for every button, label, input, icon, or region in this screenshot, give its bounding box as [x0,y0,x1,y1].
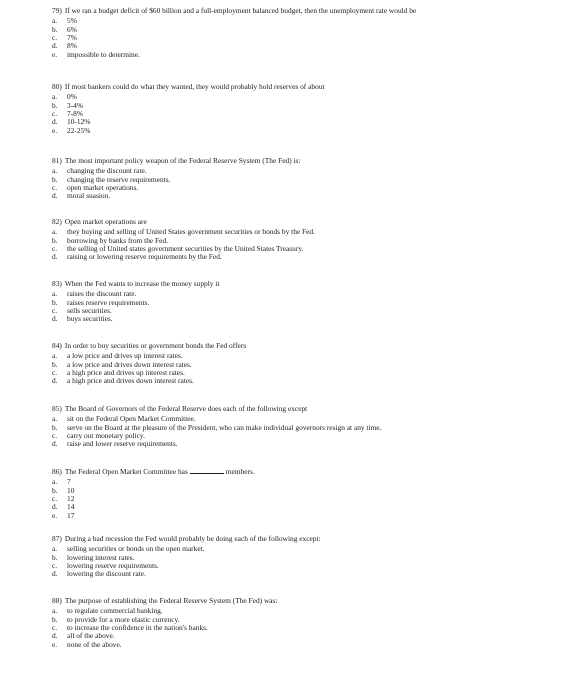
choice-text: serve on the Board at the pleasure of the President, who can make individual governors resign at any time. [67,422,382,432]
choice-letter: a. [52,289,58,299]
choice-text: to increase the confidence in the nation's banks. [67,622,208,632]
choice-letter: b. [52,297,58,307]
question-text-after-blank: members. [225,467,255,476]
question-text: If we ran a budget deficit of $60 billion and a full-employment balanced budget, then the unemployment rate would be [64,6,417,15]
choice-text: to regulate commercial banking. [67,606,163,616]
choice-text: to provide for a more elastic currency. [67,614,180,624]
choice-text: 17 [67,510,75,520]
choice-text: 12 [67,493,75,503]
choice-text: a high price and drives up interest rates. [67,367,185,377]
choice-text: a high price and drives down interest rates. [67,376,194,386]
choice-letter: a. [52,166,58,176]
question-text: When the Fed wants to increase the money supply it [64,279,220,288]
choice-text: 10 [67,485,75,495]
choice-letter: b. [52,100,58,110]
choice-letter: d. [52,252,58,262]
question-87 [52,535,572,579]
choice-letter: a. [52,544,58,554]
question-text: In order to buy securities or government bonds the Fed offers [64,341,247,350]
question-80 [52,83,572,135]
answer-choice[interactable] [52,478,572,486]
answer-choice[interactable] [52,632,572,640]
choice-letter: c. [52,32,58,42]
choice-text: carry out monetary policy. [67,430,145,440]
choice-letter: b. [52,614,58,624]
choice-text: 3-4% [67,100,84,110]
question-83 [52,280,572,324]
question-number: 88) [52,596,62,605]
choice-text: raising or lowering reserve requirements by the Fed. [67,252,222,262]
choice-letter: b. [52,174,58,184]
answer-choice[interactable] [52,192,572,200]
choice-text: 7-8% [67,108,84,118]
question-number: 83) [52,279,62,288]
choice-letter: c. [52,108,58,118]
question-82 [52,218,572,262]
answer-choice[interactable] [52,51,572,59]
choice-letter: c. [52,367,58,377]
choice-text: raises reserve requirements. [67,297,150,307]
choice-text: 22-25% [67,125,91,135]
question-text: During a bad recession the Fed would probably be doing each of the following except: [64,534,321,543]
choice-letter: a. [52,414,58,424]
choice-letter: c. [52,243,58,253]
choice-letter: e. [52,510,58,520]
question-86 [52,467,572,520]
choice-text: 5% [67,16,77,26]
choice-text: 8% [67,41,77,51]
choice-letter: d. [52,569,58,579]
choice-letter: a. [52,16,58,26]
choice-letter: b. [52,235,58,245]
question-number: 80) [52,82,62,91]
choice-letter: d. [52,191,58,201]
choice-text: 14 [67,502,75,512]
choice-text: selling securities or bonds on the open market. [67,544,205,554]
choice-text: a low price and drives up interest rates. [67,351,183,361]
question-stem [52,157,572,166]
choice-letter: a. [52,351,58,361]
answer-choice[interactable] [52,184,572,192]
question-number: 85) [52,404,62,413]
choice-text: 10-12% [67,117,91,127]
choice-letter: d. [52,376,58,386]
answer-choice[interactable] [52,307,572,315]
choice-letter: d. [52,314,58,324]
choice-text: sells securities. [67,305,112,315]
choice-letter: d. [52,41,58,51]
question-number: 84) [52,341,62,350]
question-text: Open market operations are [64,217,147,226]
question-number: 81) [52,156,62,165]
choice-text: raise and lower reserve requirements. [67,439,178,449]
choice-letter: d. [52,439,58,449]
choice-text: lowering the discount rate. [67,569,146,579]
choice-text: sit on the Federal Open Market Committee. [67,414,196,424]
choice-text: lowering reserve requirements. [67,560,159,570]
choice-text: 7% [67,32,77,42]
choice-letter: a. [52,606,58,616]
choice-text: moral suasion. [67,191,111,201]
question-number: 87) [52,534,62,543]
answer-choice[interactable] [52,110,572,118]
answer-choice[interactable] [52,17,572,25]
answer-choice[interactable] [52,299,572,307]
answer-choice[interactable] [52,102,572,110]
question-stem [52,597,572,606]
answer-choice[interactable] [52,512,572,520]
choice-text: buys securities. [67,314,113,324]
choice-letter: c. [52,305,58,315]
question-stem [52,218,572,227]
answer-choice[interactable] [52,495,572,503]
choice-letter: c. [52,182,58,192]
choice-text: open market operations. [67,182,139,192]
choice-text: the selling of United states government securities by the United States Treasury. [67,243,304,253]
answer-choice[interactable] [52,570,572,578]
question-text: The Federal Open Market Committee has [64,467,188,476]
question-number: 82) [52,217,62,226]
choice-text: 7 [67,477,71,487]
choice-letter: c. [52,430,58,440]
choice-text: changing the reserve requirements. [67,174,171,184]
answer-choice[interactable] [52,641,572,649]
question-stem [52,405,572,414]
choice-text: raises the discount rate. [67,289,137,299]
choice-letter: a. [52,477,58,487]
choice-text: 6% [67,24,77,34]
fill-in-blank[interactable] [190,467,224,474]
answer-choice[interactable] [52,253,572,261]
answer-choice[interactable] [52,440,572,448]
choice-letter: b. [52,485,58,495]
answer-choice[interactable] [52,487,572,495]
answer-choice[interactable] [52,503,572,511]
question-81 [52,157,572,201]
question-stem [52,467,572,477]
choice-letter: e. [52,125,58,135]
choice-letter: d. [52,631,58,641]
choice-text: 0% [67,92,77,102]
question-88 [52,597,572,649]
question-text: If most bankers could do what they wanted, they would probably hold reserves of about [64,82,325,91]
choice-text: they buying and selling of United States government securities or bonds by the Fed. [67,227,315,237]
question-text: The purpose of establishing the Federal Reserve System (The Fed) was: [64,596,278,605]
choice-letter: c. [52,622,58,632]
choice-letter: b. [52,422,58,432]
choice-letter: b. [52,24,58,34]
answer-choice[interactable] [52,127,572,135]
question-stem [52,342,572,351]
question-stem [52,535,572,544]
choice-letter: b. [52,552,58,562]
choice-text: none of the above. [67,639,122,649]
choice-letter: c. [52,493,58,503]
choice-letter: b. [52,359,58,369]
answer-choice[interactable] [52,93,572,101]
question-text: The Board of Governors of the Federal Reserve does each of the following except [64,404,308,413]
choice-letter: a. [52,92,58,102]
answer-choice[interactable] [52,34,572,42]
question-stem [52,280,572,289]
choice-text: all of the above. [67,631,115,641]
answer-choice[interactable] [52,315,572,323]
choice-letter: c. [52,560,58,570]
choice-letter: e. [52,49,58,59]
question-text: The most important policy weapon of the Federal Reserve System (The Fed) is: [64,156,301,165]
question-number: 79) [52,6,62,15]
question-79 [52,7,572,59]
question-number: 86) [52,467,62,476]
answer-choice[interactable] [52,26,572,34]
choice-text: a low price and drives down interest rates. [67,359,192,369]
question-85 [52,405,572,449]
choice-text: lowering interest rates. [67,552,135,562]
question-stem [52,83,572,92]
choice-text: changing the discount rate. [67,166,147,176]
choice-text: impossible to determine. [67,49,140,59]
choice-letter: a. [52,227,58,237]
choice-text: borrowing by banks from the Fed. [67,235,168,245]
question-84 [52,342,572,386]
choice-letter: d. [52,502,58,512]
answer-choice[interactable] [52,624,572,632]
answer-choice[interactable] [52,377,572,385]
choice-letter: e. [52,639,58,649]
answer-choice[interactable] [52,118,572,126]
choice-letter: d. [52,117,58,127]
question-stem [52,7,572,16]
